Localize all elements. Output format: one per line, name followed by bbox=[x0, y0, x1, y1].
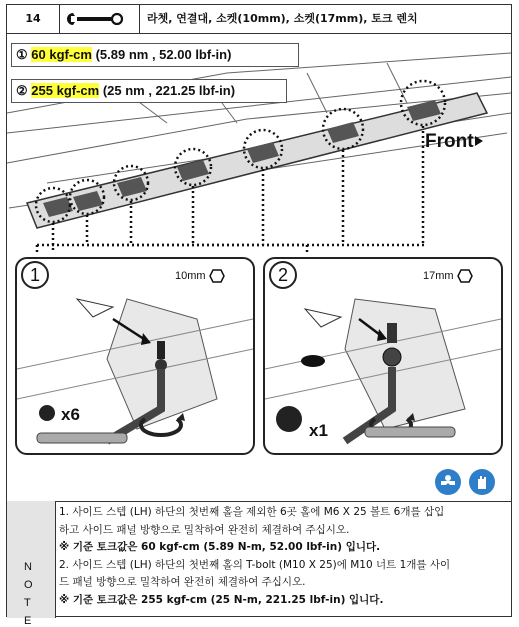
nut-install-drawing bbox=[265, 259, 501, 453]
note-line: 2. 사이드 스텝 (LH) 하단의 첫번째 홀의 T-bolt (M10 X 25)에 M10 너트 1개를 사이 bbox=[59, 558, 451, 571]
detail-panel-1 bbox=[15, 257, 255, 455]
instruction-page bbox=[6, 4, 512, 627]
wrench-icon bbox=[59, 5, 139, 33]
torque-spec-2 bbox=[11, 79, 287, 103]
note-letter: E bbox=[24, 615, 32, 627]
goggles-icon bbox=[435, 469, 461, 495]
detail-panel-2 bbox=[263, 257, 503, 455]
step-number: 14 bbox=[7, 5, 60, 33]
installation-figure bbox=[7, 33, 511, 502]
socket-size-2: 17mm bbox=[423, 269, 473, 283]
note-letter: O bbox=[24, 579, 33, 591]
note-torque-line: ※ 기준 토크값은 255 kgf-cm (25 N-m, 221.25 lbf-in) 입니다. bbox=[59, 593, 384, 606]
torque-spec-1 bbox=[11, 43, 299, 67]
note-line: 드 패널 방향으로 밀착하여 완전히 체결하여 주십시오. bbox=[59, 576, 306, 589]
note-letter: T bbox=[24, 597, 31, 609]
gloves-icon bbox=[469, 469, 495, 495]
quantity-label-1: x6 bbox=[61, 405, 80, 424]
torque-detail-1: (5.89 nm , 52.00 lbf-in) bbox=[91, 47, 232, 62]
note-letter: N bbox=[24, 561, 32, 573]
note-torque-line: ※ 기준 토크값은 60 kgf-cm (5.89 N-m, 52.00 lbf-in) 입니다. bbox=[59, 541, 381, 554]
tools-list: 라쳇, 연결대, 소켓(10mm), 소켓(17mm), 토크 렌치 bbox=[147, 12, 418, 25]
bolt-install-drawing bbox=[17, 259, 253, 453]
tool-cell bbox=[59, 5, 140, 33]
torque-marker-1: ① bbox=[16, 47, 28, 62]
panel-number-1: 1 bbox=[21, 261, 49, 289]
torque-detail-2: (25 nm , 221.25 lbf-in) bbox=[99, 83, 236, 98]
note-line: 1. 사이드 스텝 (LH) 하단의 첫번째 홀을 제외한 6곳 홀에 M6 X 25 볼트 6개를 삽입 bbox=[59, 506, 445, 518]
note-line: 하고 사이드 패널 방향으로 밀착하여 완전히 체결하여 주십시오. bbox=[59, 523, 350, 536]
note-section bbox=[7, 501, 511, 627]
note-label bbox=[7, 501, 56, 627]
note-text bbox=[59, 504, 507, 610]
step-header bbox=[7, 5, 511, 34]
torque-value-2: 255 kgf-cm bbox=[31, 83, 100, 98]
quantity-label-2: x1 bbox=[309, 421, 328, 440]
panel-number-2: 2 bbox=[269, 261, 297, 289]
socket-size-1: 10mm bbox=[175, 269, 225, 283]
torque-marker-2: ② bbox=[16, 83, 28, 98]
torque-value-1: 60 kgf-cm bbox=[31, 47, 92, 62]
front-direction-label: Front bbox=[425, 131, 484, 153]
arrow-right-icon bbox=[474, 135, 484, 147]
